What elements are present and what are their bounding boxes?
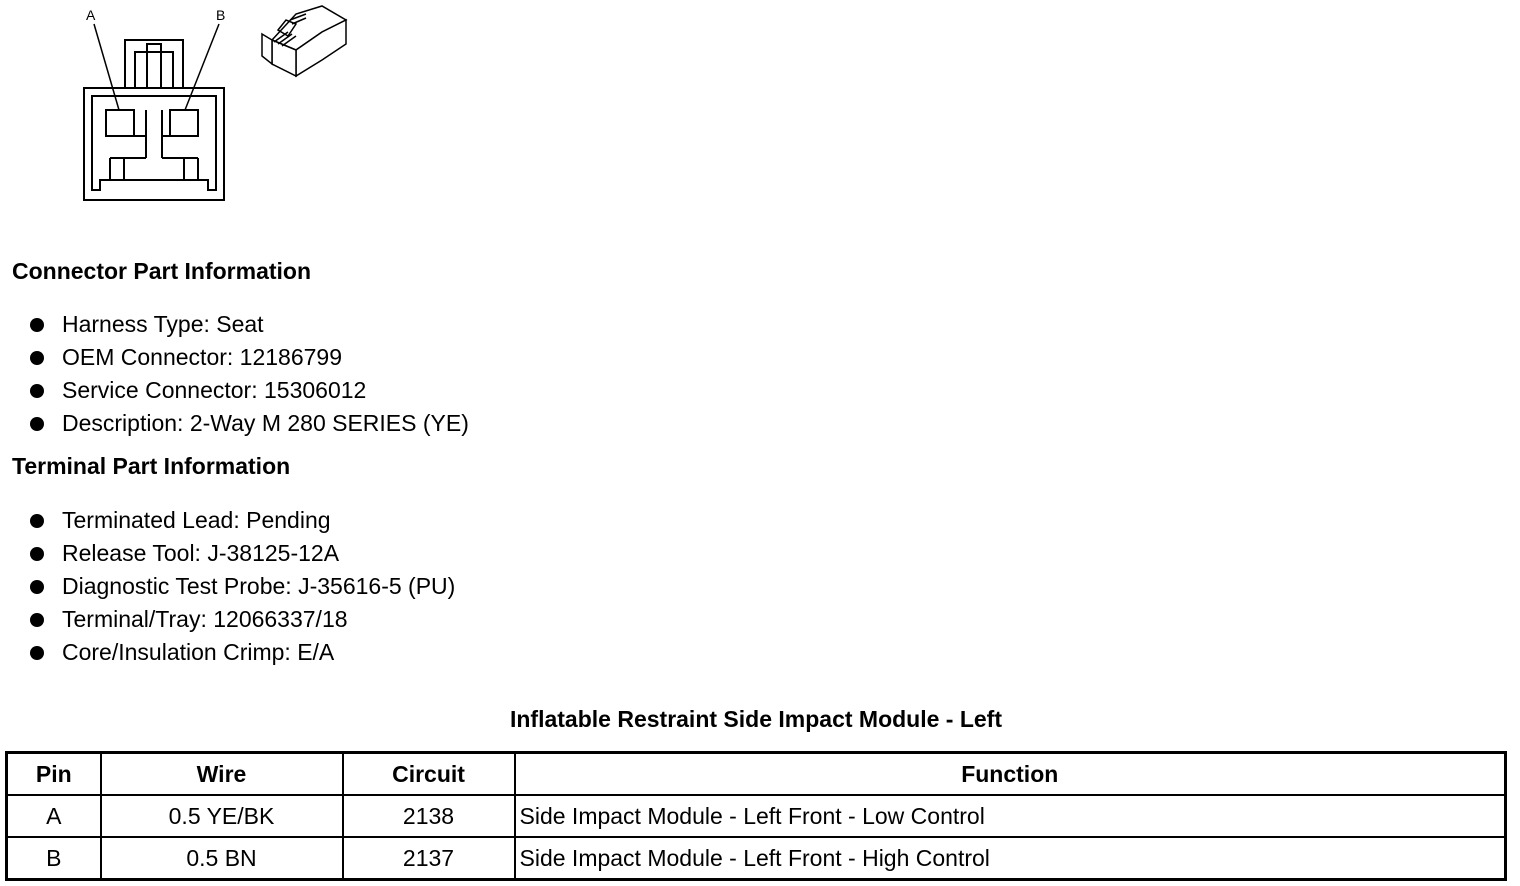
- pin-a-label: A: [86, 7, 96, 23]
- circuit-cell: 2137: [343, 837, 515, 880]
- bullet-icon: [30, 547, 44, 561]
- function-cell: Side Impact Module - Left Front - High Control: [515, 837, 1506, 880]
- bullet-icon: [30, 318, 44, 332]
- pin-cell: B: [7, 837, 101, 880]
- bullet-icon: [30, 384, 44, 398]
- list-item: Harness Type: Seat: [0, 308, 469, 341]
- terminal-info-list: [0, 504, 455, 669]
- list-item: Service Connector: 15306012: [0, 374, 469, 407]
- list-item: Core/Insulation Crimp: E/A: [0, 636, 455, 669]
- bullet-icon: [30, 514, 44, 528]
- wire-cell: 0.5 BN: [101, 837, 343, 880]
- pin-b-label: B: [216, 7, 226, 23]
- table-row: [7, 837, 1506, 880]
- list-item: Release Tool: J-38125-12A: [0, 537, 455, 570]
- connector-info-heading: Connector Part Information: [12, 258, 312, 284]
- pin-leader-lines: [94, 24, 219, 110]
- list-item: OEM Connector: 12186799: [0, 341, 469, 374]
- column-header-pin: Pin: [7, 753, 101, 796]
- connector-isometric-view: [262, 6, 346, 76]
- bullet-icon: [30, 646, 44, 660]
- column-header-wire: Wire: [101, 753, 343, 796]
- column-header-circuit: Circuit: [343, 753, 515, 796]
- list-item: Terminated Lead: Pending: [0, 504, 455, 537]
- list-item: Description: 2-Way M 280 SERIES (YE): [0, 407, 469, 440]
- table-title: Inflatable Restraint Side Impact Module - Left: [509, 706, 1002, 732]
- bullet-icon: [30, 417, 44, 431]
- column-header-function: Function: [515, 753, 1506, 796]
- bullet-icon: [30, 351, 44, 365]
- list-item: Terminal/Tray: 12066337/18: [0, 603, 455, 636]
- bullet-icon: [30, 613, 44, 627]
- pinout-table: [5, 751, 1507, 881]
- terminal-info-heading: Terminal Part Information: [12, 453, 291, 479]
- function-cell: Side Impact Module - Left Front - Low Control: [515, 795, 1506, 837]
- connector-info-list: [0, 308, 469, 440]
- pin-cell: A: [7, 795, 101, 837]
- table-header-row: [7, 753, 1506, 796]
- wire-cell: 0.5 YE/BK: [101, 795, 343, 837]
- list-item: Diagnostic Test Probe: J-35616-5 (PU): [0, 570, 455, 603]
- bullet-icon: [30, 580, 44, 594]
- table-row: [7, 795, 1506, 837]
- connector-diagram: [0, 0, 380, 215]
- circuit-cell: 2138: [343, 795, 515, 837]
